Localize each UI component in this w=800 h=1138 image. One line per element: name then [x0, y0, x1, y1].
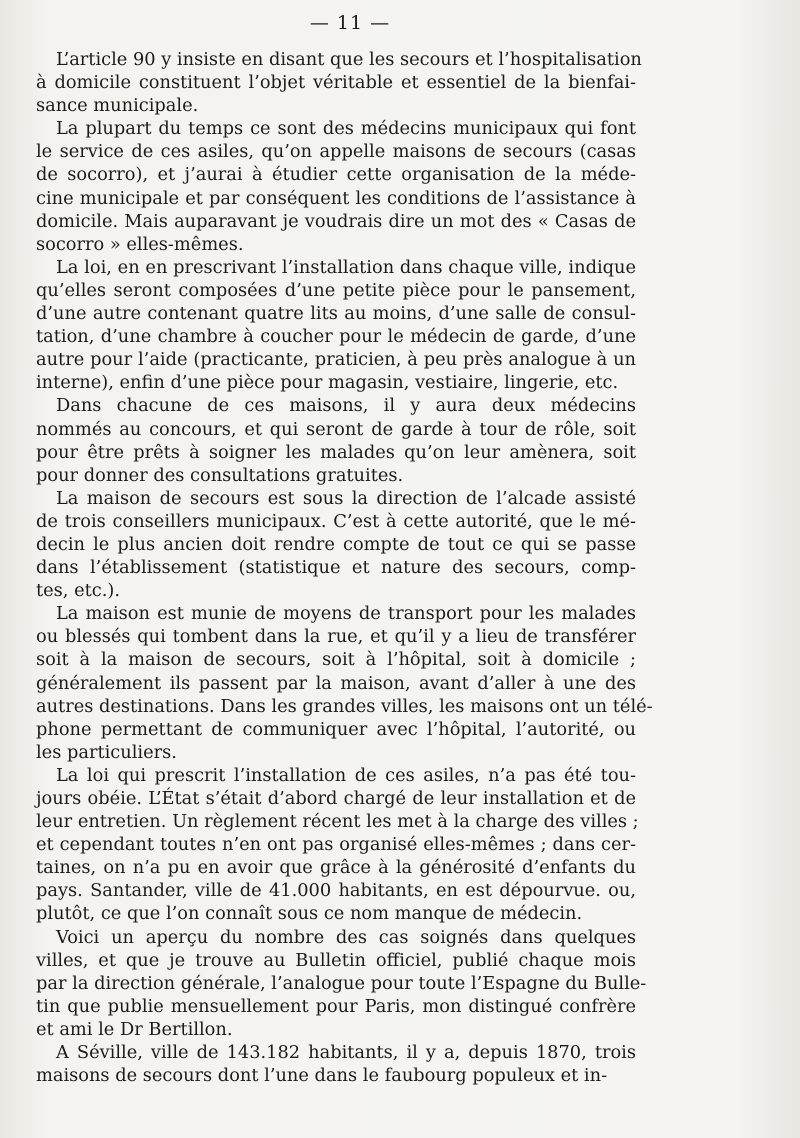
text-line: qu’elles seront composées d’une petite pièce pour le pansement, — [36, 279, 636, 301]
text-line: pour donner des consultations gratuites. — [36, 464, 404, 486]
text-line: autre pour l’aide (practicante, praticien, à peu près analogue à un — [36, 349, 636, 371]
text-line: pour être prêts à soigner les malades qu’on leur amènera, soit — [36, 441, 636, 463]
body-text — [36, 48, 653, 1087]
text-line: de socorro), et j’aurai à étudier cette organisation de la méde- — [36, 164, 636, 186]
text-line: dans l’établissement (statistique et nature des secours, comp- — [36, 557, 636, 579]
text-line: La maison de secours est sous la direction de l’alcade assisté — [56, 487, 636, 509]
text-line: cine municipale et par conséquent les conditions de l’assistance à — [36, 187, 636, 209]
text-line: La maison est munie de moyens de transport pour les malades — [56, 603, 636, 625]
paragraph — [36, 117, 636, 256]
text-line: de trois conseillers municipaux. C’est à cette autorité, que le mé- — [36, 510, 636, 532]
text-line: plutôt, ce que l’on connaît sous ce nom manque de médecin. — [36, 903, 583, 925]
text-line: leur entretien. Un règlement récent les met à la charge des villes ; — [36, 811, 639, 833]
paragraph — [36, 926, 647, 1041]
text-line: socorro » elles-mêmes. — [36, 233, 244, 255]
text-line: decin le plus ancien doit rendre compte de tout ce qui se passe — [36, 533, 636, 555]
text-line: Voici un aperçu du nombre des cas soignés dans quelques — [56, 926, 636, 948]
text-line: sance municipale. — [36, 95, 199, 117]
text-line: jours obéie. L’État s’était d’abord chargé de leur installation et de — [36, 788, 636, 809]
text-line: maisons de secours dont l’une dans le faubourg populeux et in- — [36, 1065, 608, 1087]
text-line: généralement ils passent par la maison, avant d’aller à une des — [36, 672, 636, 694]
text-line: et cependant toutes n’en ont pas organisé elles-mêmes ; dans cer- — [36, 834, 636, 856]
text-line: ou blessés qui tombent dans la rue, et qu’il y a lieu de transférer — [36, 626, 636, 648]
text-line: et ami le Dr Bertillon. — [36, 1018, 233, 1040]
text-line: pays. Santander, ville de 41.000 habitants, en est dépourvue. ou, — [36, 880, 636, 902]
text-line: tes, etc.). — [36, 580, 120, 602]
paragraph — [36, 487, 636, 602]
text-line: à domicile constituent l’objet véritable et essentiel de la bienfai- — [36, 72, 636, 94]
text-line: soit à la maison de secours, soit à l’hôpital, soit à domicile ; — [36, 649, 636, 671]
text-line: Dans chacune de ces maisons, il y aura deux médecins — [56, 395, 636, 417]
text-line: taines, on n’a pu en avoir que grâce à la générosité d’enfants du — [36, 857, 636, 879]
text-line: autres destinations. Dans les grandes villes, les maisons ont un télé- — [36, 695, 653, 717]
text-line: L’article 90 y insiste en disant que les secours et l’hospitalisation — [56, 49, 642, 70]
text-line: A Séville, ville de 143.182 habitants, il y a, depuis 1870, trois — [56, 1042, 636, 1064]
text-line: villes, et que je trouve au Bulletin officiel, publié chaque mois — [36, 949, 636, 971]
text-line: La plupart du temps ce sont des médecins municipaux qui font — [56, 118, 636, 140]
text-line: La loi, en en prescrivant l’installation dans chaque ville, indique — [56, 256, 636, 278]
paragraph — [36, 1041, 636, 1087]
text-line: La loi qui prescrit l’installation de ces asiles, n’a pas été tou- — [56, 764, 636, 786]
text-line: nommés au concours, et qui seront de garde à tour de rôle, soit — [36, 418, 636, 440]
text-line: domicile. Mais auparavant je voudrais dire un mot des « Casas de — [36, 210, 636, 232]
paragraph — [36, 394, 636, 486]
text-line: le service de ces asiles, qu’on appelle maisons de secours (casas — [36, 141, 636, 163]
paragraph — [36, 764, 639, 926]
text-line: d’une autre contenant quatre lits au moins, d’une salle de consul- — [36, 303, 636, 325]
text-line: les particuliers. — [36, 741, 177, 763]
paragraph — [36, 48, 642, 117]
paragraph — [36, 256, 636, 395]
page-number: — 11 — — [309, 12, 391, 34]
text-line: interne), enfin d’une pièce pour magasin, vestiaire, lingerie, etc. — [36, 372, 619, 394]
text-line: tin que publie mensuellement pour Paris, mon distingué confrère — [36, 995, 636, 1017]
text-line: tation, d’une chambre à coucher pour le médecin de garde, d’une — [36, 326, 636, 348]
text-line: phone permettant de communiquer avec l’hôpital, l’autorité, ou — [36, 718, 636, 740]
text-line: par la direction générale, l’analogue pour toute l’Espagne du Bulle- — [36, 972, 647, 994]
paragraph — [36, 602, 653, 764]
